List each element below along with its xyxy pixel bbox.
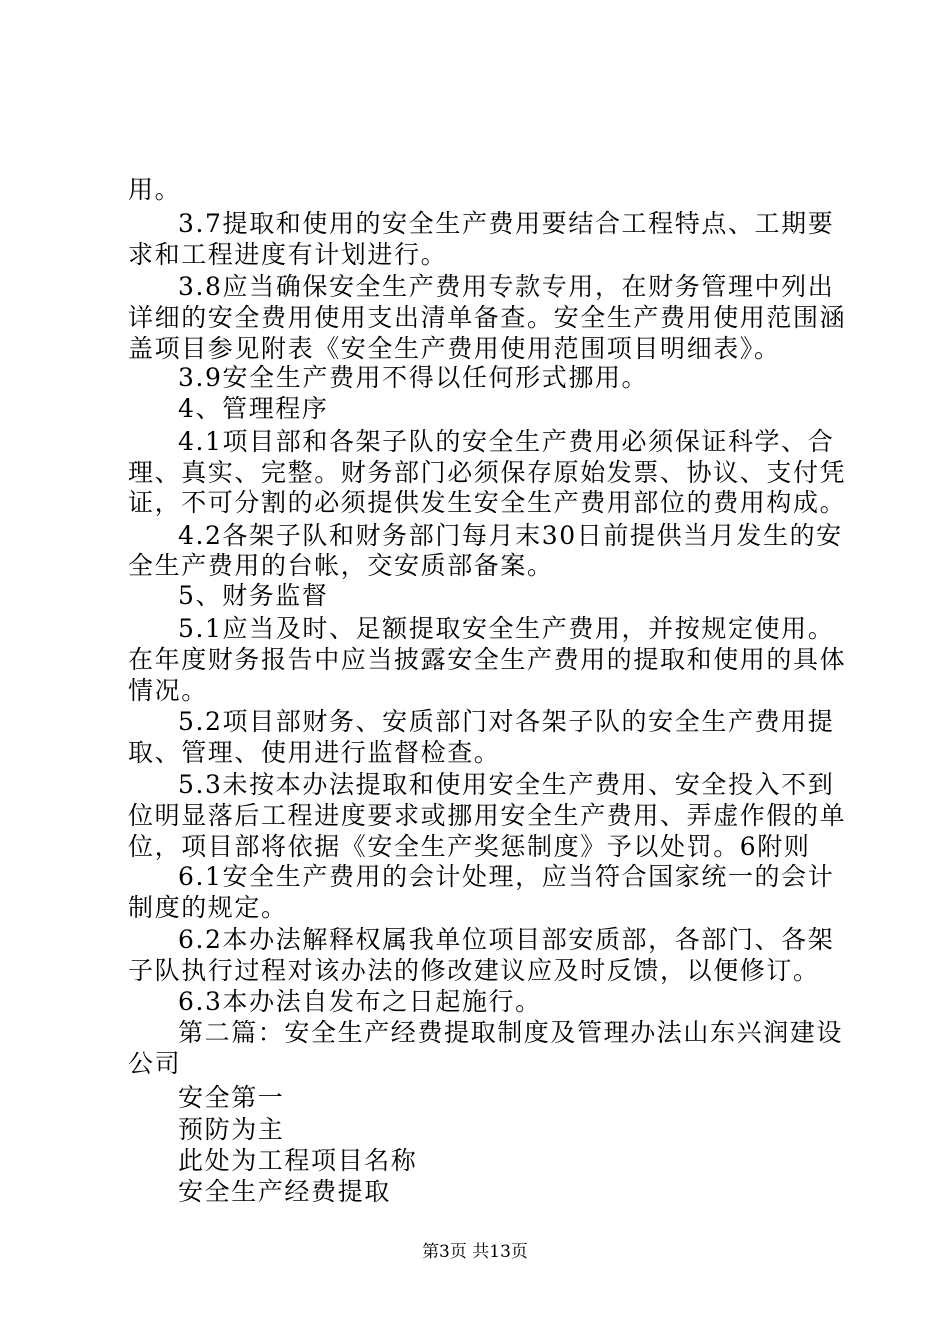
text-line: 5.3未按本办法提取和使用安全生产费用、安全投入不到 xyxy=(178,770,835,799)
text-line: 取、管理、使用进行监督检查。 xyxy=(128,738,501,767)
section-heading: 4、管理程序 xyxy=(178,394,329,423)
page-footer: 第3页 共13页 xyxy=(422,1242,528,1262)
text-line: 位明显落后工程进度要求或挪用安全生产费用、弄虚作假的单 xyxy=(128,801,847,830)
text-line: 6.1安全生产费用的会计处理，应当符合国家统一的会计 xyxy=(178,862,835,891)
text-line: 盖项目参见附表《安全生产费用使用范围项目明细表》。 xyxy=(128,334,781,363)
section-heading: 5、财务监督 xyxy=(178,581,329,610)
text-line: 理、真实、完整。财务部门必须保存原始发票、协议、支付凭 xyxy=(128,458,847,487)
text-line: 5.1应当及时、足额提取安全生产费用，并按规定使用。 xyxy=(178,614,835,643)
text-line: 位，项目部将依据《安全生产奖惩制度》予以处罚。6附则 xyxy=(128,832,811,861)
text-line: 制度的规定。 xyxy=(128,893,288,922)
cover-line: 此处为工程项目名称 xyxy=(178,1146,418,1175)
text-line: 4.1项目部和各架子队的安全生产费用必须保证科学、合 xyxy=(178,427,835,456)
text-line: 3.9安全生产费用不得以任何形式挪用。 xyxy=(178,363,649,392)
text-line: 6.3本办法自发布之日起施行。 xyxy=(178,987,542,1016)
text-line: 求和工程进度有计划进行。 xyxy=(128,240,448,269)
cover-line: 预防为主 xyxy=(178,1115,285,1144)
text-line: 4.2各架子队和财务部门每月末30日前提供当月发生的安 xyxy=(178,521,843,550)
part-title: 第二篇：安全生产经费提取制度及管理办法山东兴润建设 xyxy=(178,1018,844,1047)
text-line: 3.7提取和使用的安全生产费用要结合工程特点、工期要 xyxy=(178,209,835,238)
text-line: 情况。 xyxy=(128,676,208,705)
text-line: 在年度财务报告中应当披露安全生产费用的提取和使用的具体 xyxy=(128,645,847,674)
text-line: 用。 xyxy=(128,175,182,204)
text-line: 详细的安全费用使用支出清单备查。安全生产费用使用范围涵 xyxy=(128,303,847,332)
part-title-continuation: 公司 xyxy=(128,1049,182,1078)
cover-line: 安全生产经费提取 xyxy=(178,1177,391,1206)
cover-line: 安全第一 xyxy=(178,1083,285,1112)
text-line: 子队执行过程对该办法的修改建议应及时反馈，以便修订。 xyxy=(128,956,820,985)
text-line: 5.2项目部财务、安质部门对各架子队的安全生产费用提 xyxy=(178,707,835,736)
text-line: 6.2本办法解释权属我单位项目部安质部，各部门、各架 xyxy=(178,925,835,954)
text-line: 证，不可分割的必须提供发生安全生产费用部位的费用构成。 xyxy=(128,488,847,517)
text-line: 3.8应当确保安全生产费用专款专用，在财务管理中列出 xyxy=(178,272,835,301)
text-line: 全生产费用的台帐，交安质部备案。 xyxy=(128,551,554,580)
